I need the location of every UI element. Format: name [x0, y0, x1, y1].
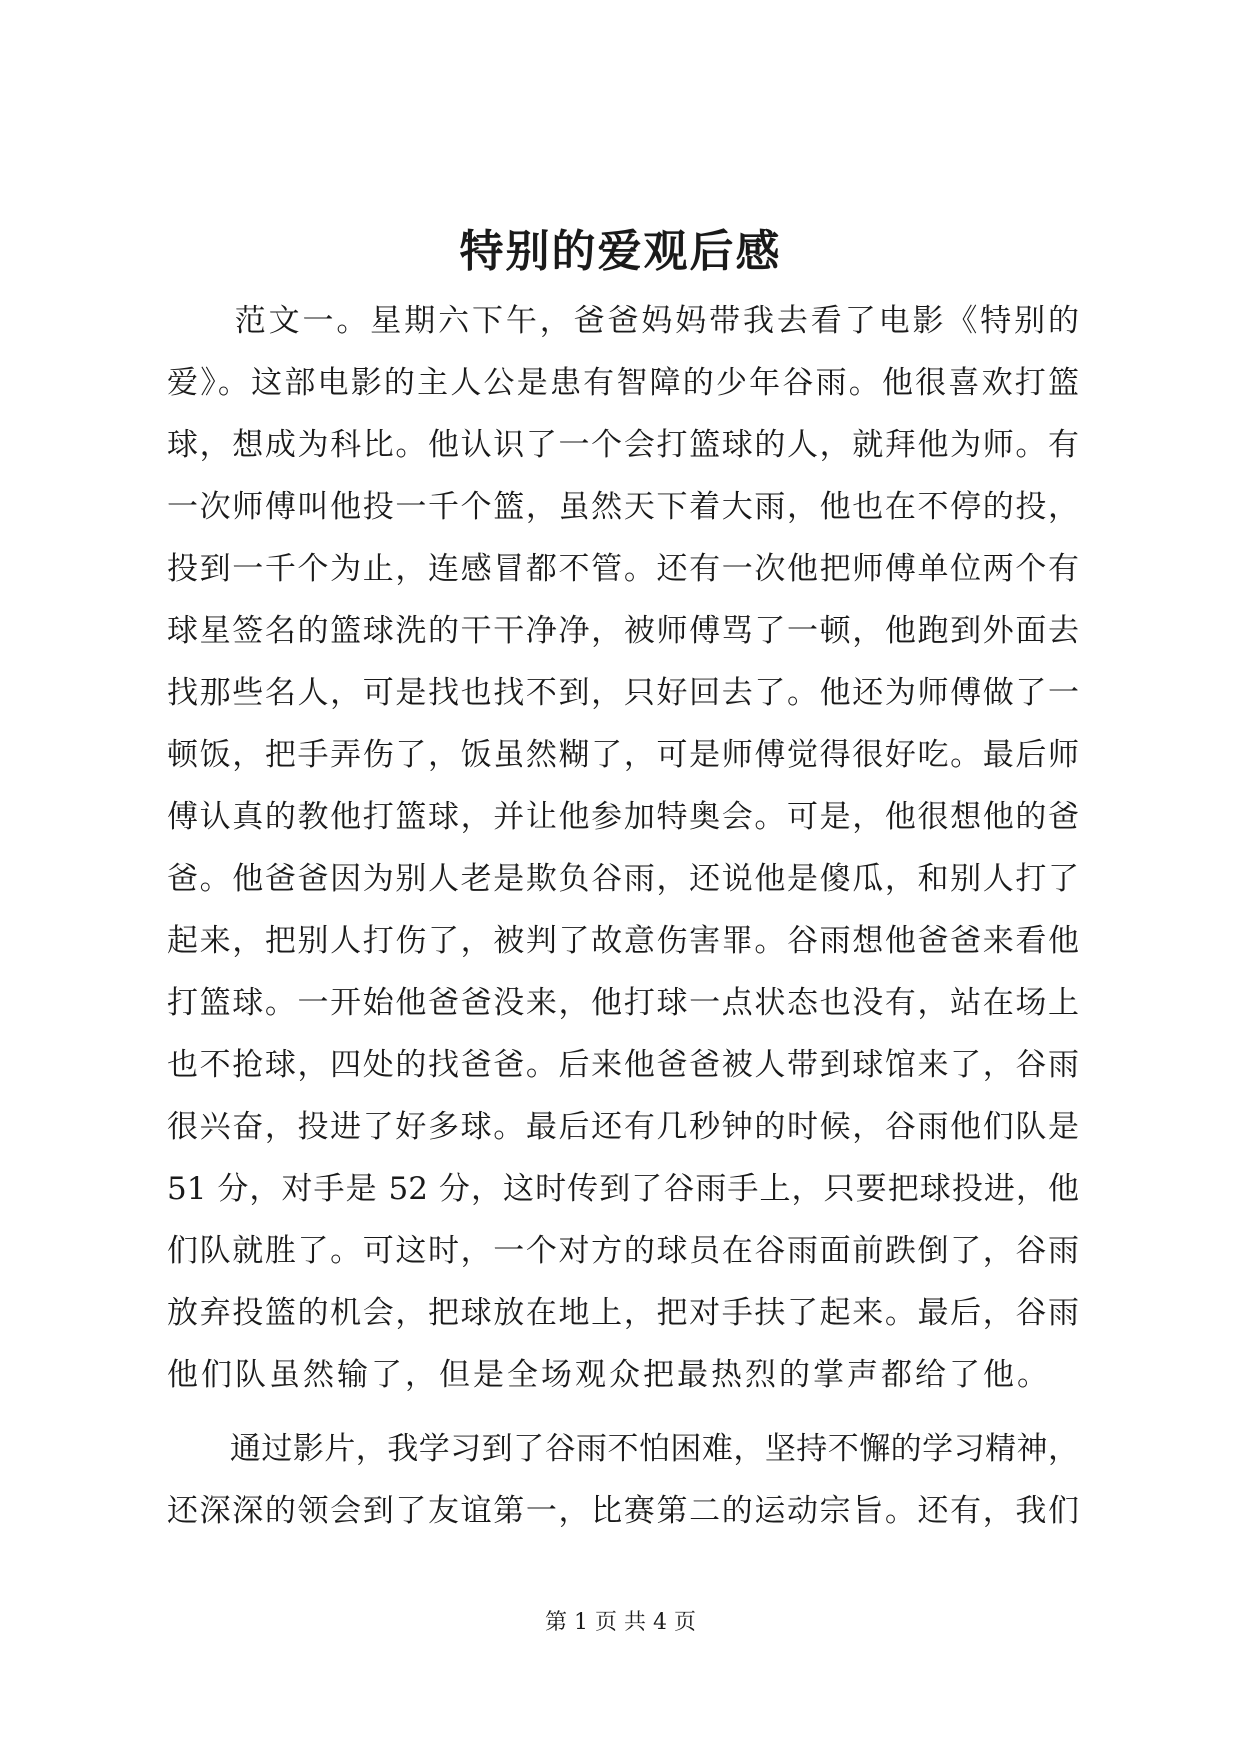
text-line: 找那些名人，可是找也找不到，只好回去了。他还为师傅做了一 — [167, 675, 1079, 711]
text-line: 顿饭，把手弄伤了，饭虽然糊了，可是师傅觉得很好吃。最后师 — [167, 737, 1079, 773]
text-line: 放弃投篮的机会，把球放在地上，把对手扶了起来。最后，谷雨 — [167, 1295, 1079, 1331]
text-line: 很兴奋，投进了好多球。最后还有几秒钟的时候，谷雨他们队是 — [167, 1109, 1079, 1145]
text-line: 爸。他爸爸因为别人老是欺负谷雨，还说他是傻瓜，和别人打了 — [167, 861, 1079, 897]
text-line: 51 分，对手是 52 分，这时传到了谷雨手上，只要把球投进，他 — [167, 1171, 1079, 1207]
text-line: 范文一。星期六下午，爸爸妈妈带我去看了电影《特别的 — [167, 303, 1079, 339]
text-line: 打篮球。一开始他爸爸没来，他打球一点状态也没有，站在场上 — [167, 985, 1079, 1021]
text-line: 一次师傅叫他投一千个篮，虽然天下着大雨，他也在不停的投， — [167, 489, 1079, 525]
text-line: 他们队虽然输了，但是全场观众把最热烈的掌声都给了他。 — [167, 1357, 1051, 1393]
text-line: 球，想成为科比。他认识了一个会打篮球的人，就拜他为师。有 — [167, 427, 1079, 463]
text-line: 爱》。这部电影的主人公是患有智障的少年谷雨。他很喜欢打篮 — [167, 365, 1079, 401]
text-line: 们队就胜了。可这时，一个对方的球员在谷雨面前跌倒了，谷雨 — [167, 1233, 1079, 1269]
text-line: 还深深的领会到了友谊第一，比赛第二的运动宗旨。还有，我们 — [167, 1493, 1079, 1529]
text-line: 通过影片，我学习到了谷雨不怕困难，坚持不懈的学习精神， — [167, 1431, 1079, 1467]
document-title: 特别的爱观后感 — [459, 226, 782, 277]
paragraph-gap — [167, 1406, 1079, 1418]
paragraph-1 — [167, 290, 1079, 1406]
text-line: 也不抢球，四处的找爸爸。后来他爸爸被人带到球馆来了，谷雨 — [167, 1047, 1079, 1083]
text-line: 起来，把别人打伤了，被判了故意伤害罪。谷雨想他爸爸来看他 — [167, 923, 1079, 959]
text-line: 球星签名的篮球洗的干干净净，被师傅骂了一顿，他跑到外面去 — [167, 613, 1079, 649]
text-line: 傅认真的教他打篮球，并让他参加特奥会。可是，他很想他的爸 — [167, 799, 1079, 835]
paragraph-2 — [167, 1418, 1079, 1542]
document-body — [167, 290, 1079, 1542]
text-line: 投到一千个为止，连感冒都不管。还有一次他把师傅单位两个有 — [167, 551, 1079, 587]
page-footer: 第 1 页 共 4 页 — [545, 1610, 696, 1635]
